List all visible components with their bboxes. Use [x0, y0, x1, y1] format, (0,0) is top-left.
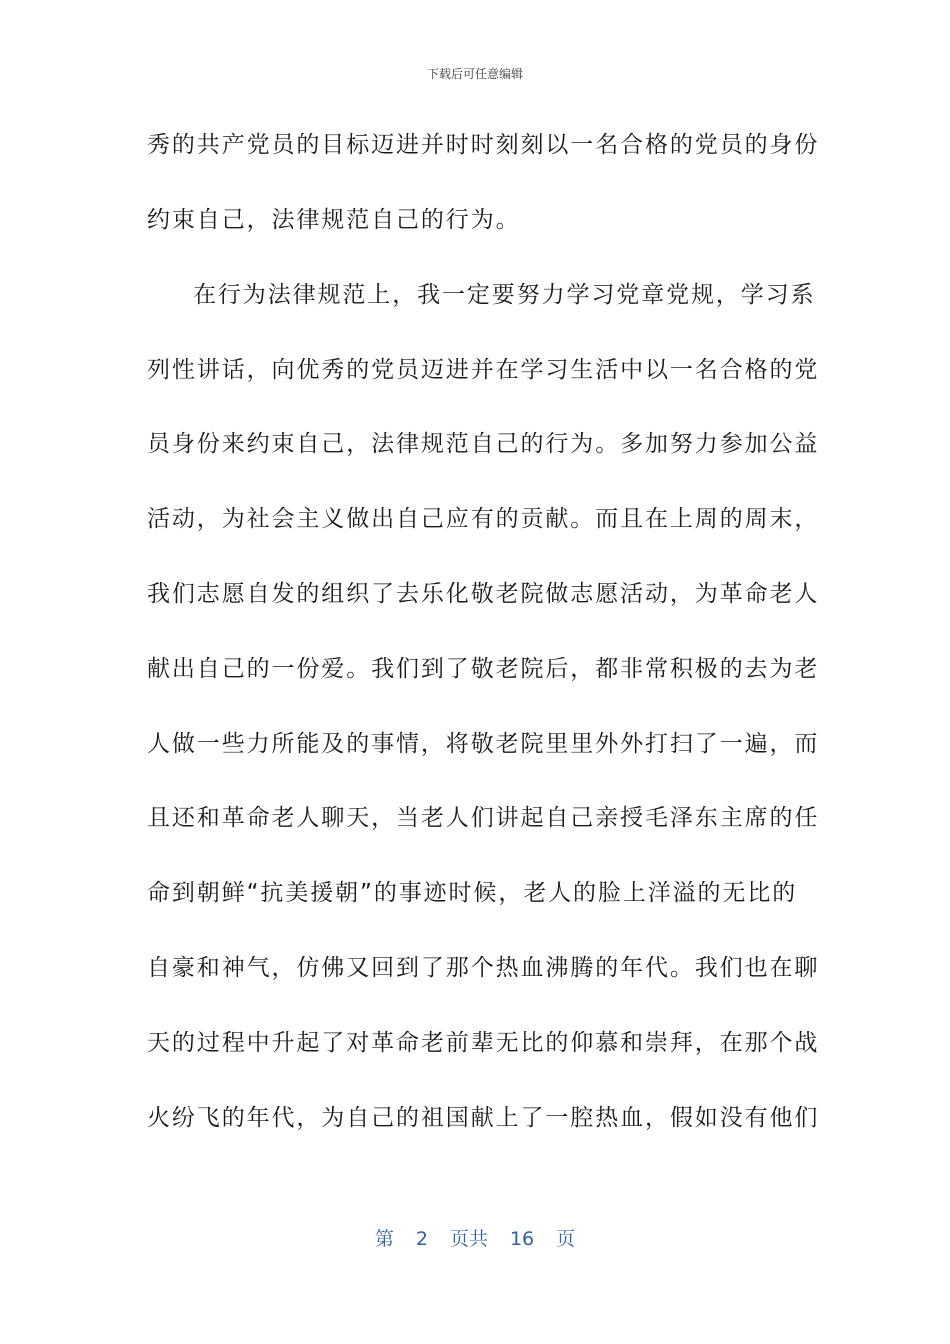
page-total: 16 [509, 1228, 535, 1250]
paragraph-line: 火纷飞的年代，为自己的祖国献上了一腔热血，假如没有他们 [147, 1105, 820, 1131]
paragraph-line: 活动，为社会主义做出自己应有的贡献。而且在上周的周末， [147, 506, 820, 532]
paragraph-line: 天的过程中升起了对革命老前辈无比的仰慕和崇拜，在那个战 [147, 1030, 820, 1056]
paragraph-line: 员身份来约束自己，法律规范自己的行为。多加努力参加公益 [147, 431, 820, 457]
paragraph-line: 秀的共产党员的目标迈进并时时刻刻以一名合格的党员的身份 [147, 132, 820, 158]
paragraph-line: 在行为法律规范上，我一定要努力学习党章党规，学习系 [193, 282, 816, 308]
paragraph-line: 命到朝鲜“抗美援朝”的事迹时候，老人的脸上洋溢的无比的 [147, 880, 798, 906]
page-current: 2 [415, 1228, 428, 1250]
paragraph-line: 列性讲话，向优秀的党员迈进并在学习生活中以一名合格的党 [147, 357, 820, 383]
paragraph-line: 且还和革命老人聊天，当老人们讲起自己亲授毛泽东主席的任 [147, 805, 820, 831]
paragraph-line: 人做一些力所能及的事情，将敬老院里里外外打扫了一遍，而 [147, 731, 820, 757]
page-footer [0, 1226, 950, 1252]
page-prefix: 第 [374, 1228, 394, 1250]
page-middle: 页共 [449, 1228, 488, 1250]
paragraph-line: 我们志愿自发的组织了去乐化敬老院做志愿活动，为革命老人 [147, 581, 820, 607]
paragraph-line: 约束自己，法律规范自己的行为。 [147, 207, 521, 233]
paragraph-line: 献出自己的一份爱。我们到了敬老院后，都非常积极的去为老 [147, 656, 820, 682]
page-header: 下载后可任意编辑 [426, 67, 523, 81]
paragraph-line: 自豪和神气，仿佛又回到了那个热血沸腾的年代。我们也在聊 [147, 955, 820, 981]
page-suffix: 页 [556, 1228, 576, 1250]
